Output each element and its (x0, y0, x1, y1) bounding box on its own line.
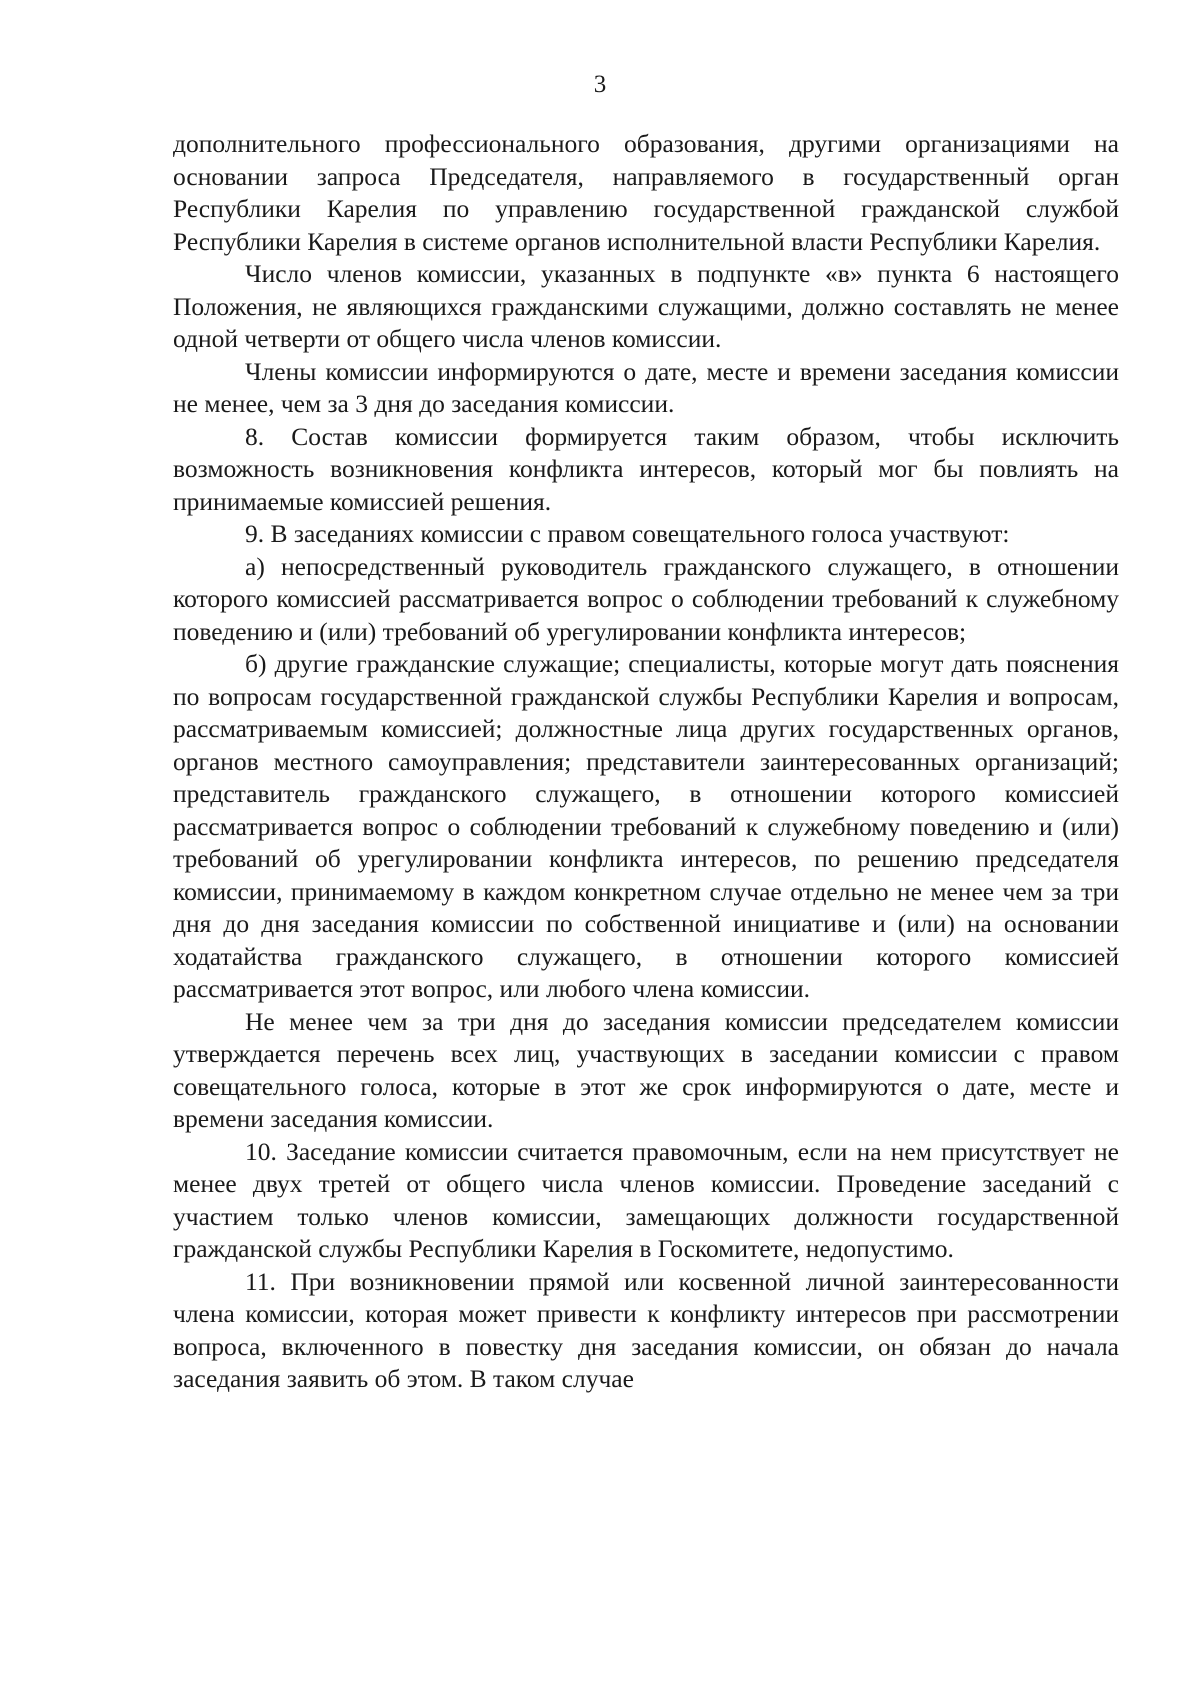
paragraph-item-10: 10. Заседание комиссии считается правомочным, если на нем присутствует не менее двух третей от общего числа членов комиссии. Проведение заседаний с участием только членов комиссии, замещающих должности государственной гражданской службы Республики Карелия в Госкомитете, недопустимо. (173, 1136, 1119, 1263)
paragraph-item-9a: а) непосредственный руководитель гражданского служащего, в отношении которого комиссией рассматривается вопрос о соблюдении требований к служебному поведению и (или) требований об урегулировании конфликта интересов; (173, 551, 1119, 646)
paragraph-item-9b: б) другие гражданские служащие; специалисты, которые могут дать пояснения по вопросам государственной гражданской службы Республики Карелия и вопросам, рассматриваемым комиссией; должностные лица других государственных органов, органов местного самоуправления; представители заинтересованных организаций; представитель гражданского служащего, в отношении которого комиссией рассматривается вопрос о соблюдении требований к служебному поведению и (или) требований об урегулировании конфликта интересов, по решению председателя комиссии, принимаемому в каждом конкретном случае отдельно не менее чем за три дня до дня заседания комиссии по собственной инициативе и (или) на основании ходатайства гражданского служащего, в отношении которого комиссией рассматривается этот вопрос, или любого члена комиссии. (173, 649, 1119, 1003)
document-body (173, 128, 1119, 1396)
paragraph-continuation: дополнительного профессионального образования, другими организациями на основании запроса Председателя, направляемого в государственный орган Республики Карелия по управлению государственной гражданской службой Республики Карелия в системе органов исполнительной власти Республики Карелия. (173, 129, 1119, 256)
paragraph-item-8: 8. Состав комиссии формируется таким образом, чтобы исключить возможность возникновения конфликта интересов, который мог бы повлиять на принимаемые комиссией решения. (173, 421, 1119, 516)
paragraph-item-9: 9. В заседаниях комиссии с правом совещательного голоса участвуют: (245, 519, 1010, 548)
page-number: 3 (593, 71, 607, 98)
paragraph-participants-list: Не менее чем за три дня до заседания комиссии председателем комиссии утверждается перечень всех лиц, участвующих в заседании комиссии с правом совещательного голоса, которые в этот же срок информируются о дате, месте и времени заседания комиссии. (173, 1006, 1119, 1133)
paragraph-item-11: 11. При возникновении прямой или косвенной личной заинтересованности члена комиссии, которая может привести к конфликту интересов при рассмотрении вопроса, включенного в повестку дня заседания комиссии, он обязан до начала заседания заявить об этом. В таком случае (173, 1266, 1119, 1393)
paragraph-members-informed: Члены комиссии информируются о дате, месте и времени заседания комиссии не менее, чем за 3 дня до заседания комиссии. (173, 356, 1119, 418)
paragraph-members-count: Число членов комиссии, указанных в подпункте «в» пункта 6 настоящего Положения, не являющихся гражданскими служащими, должно составлять не менее одной четверти от общего числа членов комиссии. (173, 259, 1119, 353)
